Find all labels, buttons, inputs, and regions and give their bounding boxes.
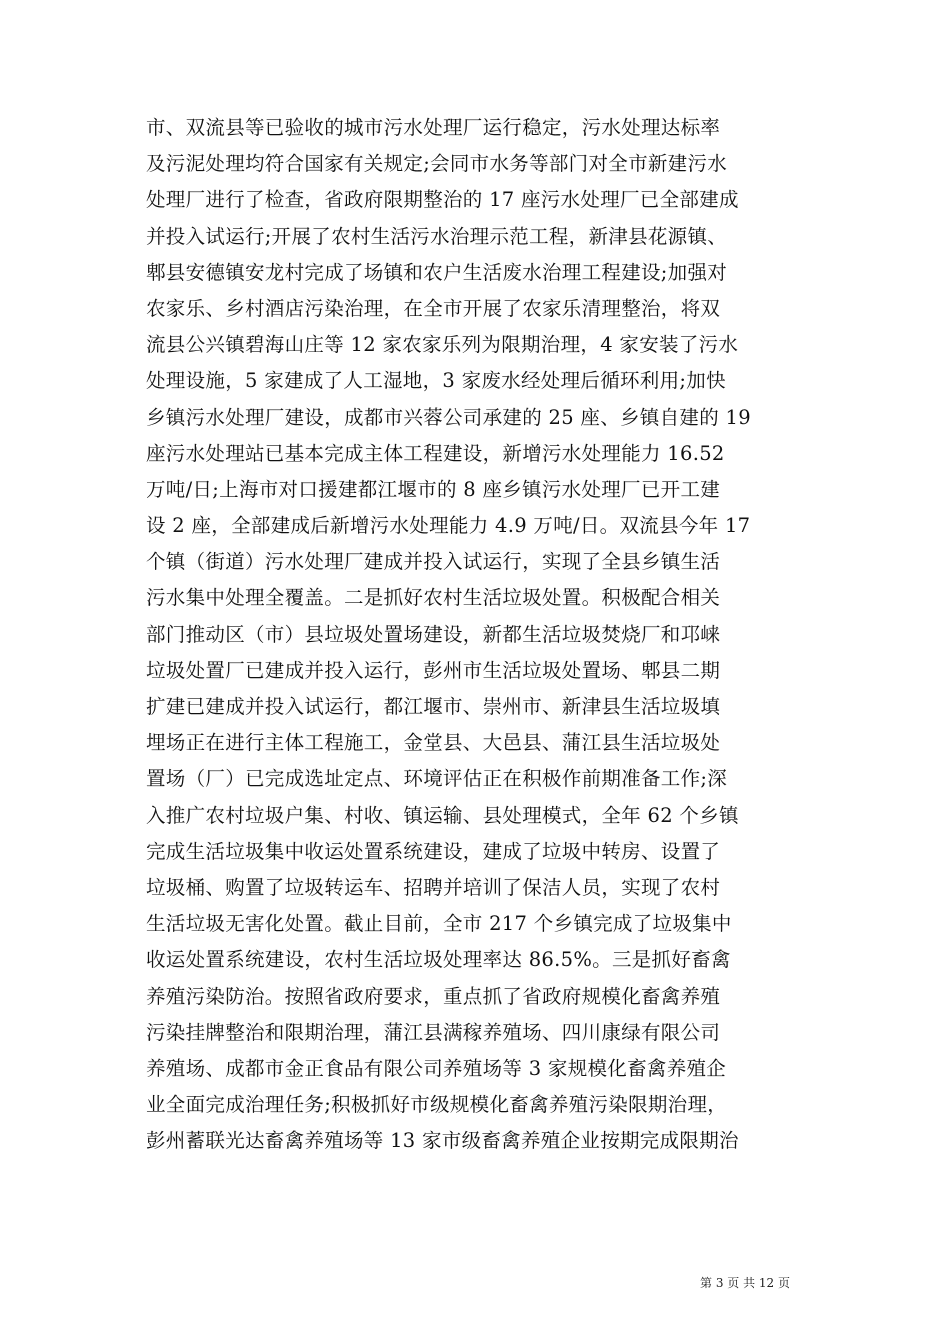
text-line: 污水集中处理全覆盖。二是抓好农村生活垃圾处置。积极配合相关 bbox=[146, 586, 721, 610]
text-line: 垃圾处置厂已建成并投入运行，彭州市生活垃圾处置场、郫县二期 bbox=[146, 658, 721, 682]
text-line: 座污水处理站已基本完成主体工程建设，新增污水处理能力 16.52 bbox=[146, 441, 725, 465]
text-line: 农家乐、乡村酒店污染治理，在全市开展了农家乐清理整治，将双 bbox=[146, 296, 721, 320]
page-number: 第 3 页 共 12 页 bbox=[700, 1276, 790, 1290]
text-line: 部门推动区（市）县垃圾处置场建设，新都生活垃圾焚烧厂和邛崃 bbox=[146, 622, 721, 646]
text-line: 市、双流县等已验收的城市污水处理厂运行稳定，污水处理达标率 bbox=[146, 116, 721, 139]
text-line: 处理设施，5 家建成了人工湿地，3 家废水经处理后循环利用;加快 bbox=[146, 369, 726, 393]
text-line: 处理厂进行了检查，省政府限期整治的 17 座污水处理厂已全部建成 bbox=[146, 188, 739, 212]
text-line: 彭州蓄联光达畜禽养殖场等 13 家市级畜禽养殖企业按期完成限期治 bbox=[146, 1129, 739, 1153]
text-line: 业全面完成治理任务;积极抓好市级规模化畜禽养殖污染限期治理， bbox=[146, 1093, 728, 1117]
text-line: 个镇（街道）污水处理厂建成并投入试运行，实现了全县乡镇生活 bbox=[146, 550, 721, 574]
text-line: 乡镇污水处理厂建设，成都市兴蓉公司承建的 25 座、乡镇自建的 19 bbox=[146, 405, 751, 429]
text-line: 及污泥处理均符合国家有关规定;会同市水务等部门对全市新建污水 bbox=[146, 152, 728, 176]
text-line: 扩建已建成并投入试运行，都江堰市、崇州市、新津县生活垃圾填 bbox=[146, 695, 721, 718]
text-line: 设 2 座，全部建成后新增污水处理能力 4.9 万吨/日。双流县今年 17 bbox=[146, 514, 751, 538]
text-line: 郫县安德镇安龙村完成了场镇和农户生活废水治理工程建设;加强对 bbox=[146, 260, 728, 284]
text-line: 万吨/日;上海市对口援建都江堰市的 8 座乡镇污水处理厂已开工建 bbox=[146, 477, 721, 501]
text-line: 入推广农村垃圾户集、村收、镇运输、县处理模式，全年 62 个乡镇 bbox=[146, 803, 739, 827]
text-line: 污染挂牌整治和限期治理，蒲江县满稼养殖场、四川康绿有限公司 bbox=[146, 1020, 721, 1044]
text-line: 养殖污染防治。按照省政府要求，重点抓了省政府规模化畜禽养殖 bbox=[146, 984, 721, 1008]
text-line: 收运处置系统建设，农村生活垃圾处理率达 86.5%。三是抓好畜禽 bbox=[146, 948, 731, 972]
text-line: 养殖场、成都市金正食品有限公司养殖场等 3 家规模化畜禽养殖企 bbox=[146, 1056, 727, 1080]
text-line: 流县公兴镇碧海山庄等 12 家农家乐列为限期治理，4 家安装了污水 bbox=[146, 333, 739, 357]
text-line: 生活垃圾无害化处置。截止目前，全市 217 个乡镇完成了垃圾集中 bbox=[146, 912, 732, 936]
text-line: 并投入试运行;开展了农村生活污水治理示范工程，新津县花源镇、 bbox=[146, 224, 728, 248]
text-line: 完成生活垃圾集中收运处置系统建设，建成了垃圾中转房、设置了 bbox=[146, 839, 721, 863]
text-line: 置场（厂）已完成选址定点、环境评估正在积极作前期准备工作;深 bbox=[146, 767, 728, 791]
text-line: 埋场正在进行主体工程施工，金堂县、大邑县、蒲江县生活垃圾处 bbox=[146, 731, 721, 755]
text-line: 垃圾桶、购置了垃圾转运车、招聘并培训了保洁人员，实现了农村 bbox=[146, 875, 721, 899]
document-body bbox=[146, 110, 806, 1159]
